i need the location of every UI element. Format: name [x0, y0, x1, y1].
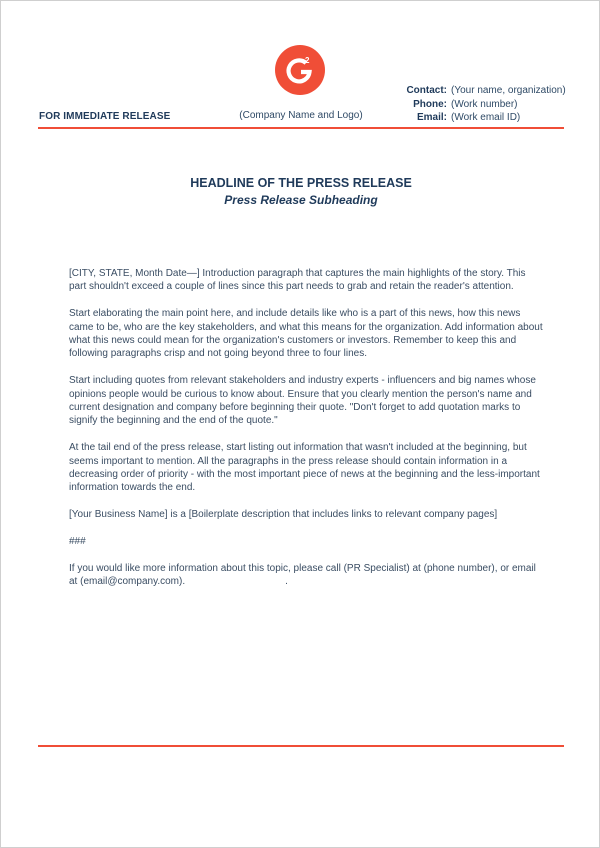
- contact-label: Contact:: [406, 85, 447, 96]
- contact-row: [381, 84, 571, 98]
- tail-paragraph: At the tail end of the press release, start listing out information that wasn't included at the beginning, but seems important to mention. All the paragraphs in the press release should contain information in a decreasing order of priority - with the most important piece of news at the beginning and the less-important information towards the end.: [69, 442, 540, 494]
- release-label: FOR IMMEDIATE RELEASE: [39, 111, 171, 122]
- body-paragraph: Start elaborating the main point here, and include details like who is a part of this news, how this news came to be, who are the key stakeholders, and what this means for the organization. Add information about what this news could mean for the organization's customers or investors. Remember to keep this and following paragraphs crisp and not going beyond three to four lines.: [69, 308, 543, 360]
- phone-row: [381, 98, 571, 112]
- quotes-paragraph: Start including quotes from relevant stakeholders and industry experts - influencers and big names whose opinions people would be curious to know about. Ensure that you clearly mention the person's name and current designation and company before beginning their quote. "Don't forget to add quotation marks to signify the beginning and the end of the quote.": [69, 375, 536, 427]
- contact-paragraph: If you would like more information about this topic, please call (PR Specialist) at (phone number), or email at (email@company.com). .: [69, 562, 542, 588]
- svg-text:2: 2: [305, 56, 310, 65]
- footer-divider: [38, 745, 564, 747]
- body-text: [69, 267, 544, 602]
- end-marker: ###: [69, 536, 86, 548]
- header-divider: [38, 127, 564, 129]
- subheading: Press Release Subheading: [224, 193, 378, 207]
- phone-label: Phone:: [413, 98, 447, 110]
- contact-value: (Your name, organization): [451, 85, 566, 96]
- company-placeholder: (Company Name and Logo): [239, 110, 363, 121]
- email-label: Email:: [416, 112, 447, 123]
- email-value: (Work email ID): [451, 112, 521, 123]
- email-row: [381, 111, 571, 125]
- phone-value: (Work number): [451, 98, 518, 110]
- headline: HEADLINE OF THE PRESS RELEASE: [190, 176, 412, 190]
- intro-paragraph: [CITY, STATE, Month Date—] Introduction paragraph that captures the main highlights of the story. This part shouldn't exceed a couple of lines since this part needs to grab and retain the reader's attention.: [69, 268, 526, 293]
- contact-block: [381, 84, 571, 125]
- boilerplate-paragraph: [Your Business Name] is a [Boilerplate description that includes links to relevant company pages]: [69, 509, 498, 521]
- g2-logo-icon: [275, 45, 325, 95]
